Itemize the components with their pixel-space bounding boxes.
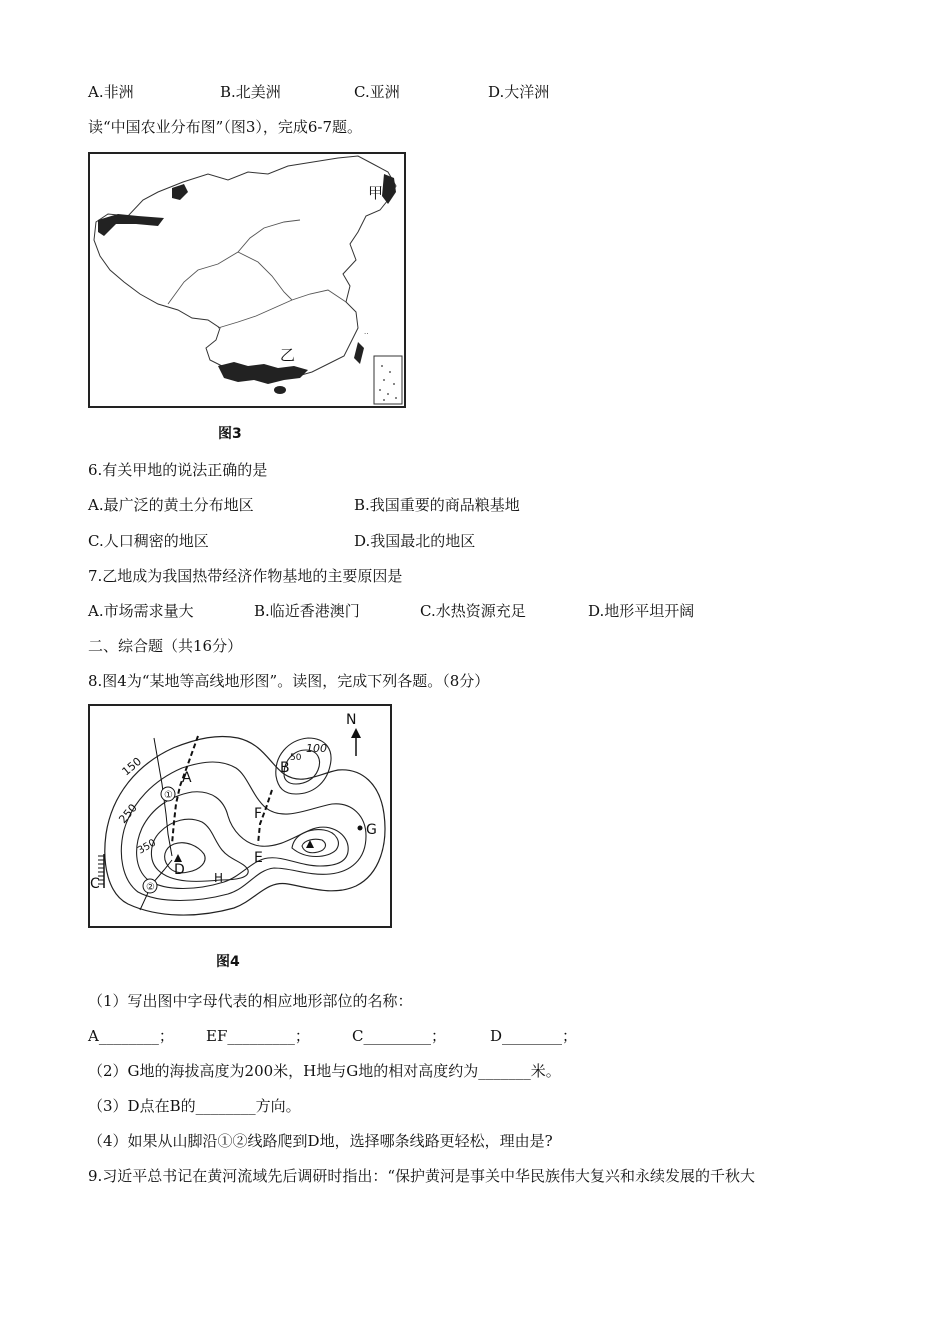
fig4-caption: 图4 <box>216 954 240 970</box>
svg-text:··: ·· <box>364 330 369 338</box>
route-marker-2: ② <box>146 882 155 893</box>
label-yi: 乙 <box>280 346 296 364</box>
north-indicator: N <box>346 712 357 728</box>
point-a: A <box>182 770 192 786</box>
q8-blank-c: C_________； <box>352 1027 446 1045</box>
q8-stem: 8.图4为“某地等高线地形图”。读图，完成下列各题。（8分） <box>88 672 490 690</box>
q6-option-c: C.人口稠密的地区 <box>88 532 209 550</box>
point-c: C <box>90 876 100 892</box>
point-b: B <box>280 760 290 776</box>
q6-option-b: B.我国重要的商品粮基地 <box>354 496 520 514</box>
q5-option-a: A.非洲 <box>88 83 134 101</box>
contour-label-150: 150 <box>119 754 145 779</box>
q6-stem: 6.有关甲地的说法正确的是 <box>88 461 268 479</box>
point-g: G <box>366 822 377 838</box>
q8-blank-ef: EF_________； <box>206 1027 310 1045</box>
point-h: H <box>214 871 224 885</box>
point-f: F <box>254 806 263 822</box>
section-2-heading: 二、综合题（共16分） <box>88 637 243 655</box>
q8-sub4: （4）如果从山脚沿①②线路爬到D地，选择哪条线路更轻松，理由是? <box>88 1132 553 1150</box>
q6-option-a: A.最广泛的黄土分布地区 <box>88 496 254 514</box>
contour-label-350: 350 <box>136 837 159 857</box>
q6-option-d: D.我国最北的地区 <box>354 532 476 550</box>
china-agriculture-map <box>88 152 406 408</box>
contour-label-250: 250 <box>116 801 140 826</box>
q9-stem: 9.习近平总书记在黄河流域先后调研时指出：“保护黄河是事关中华民族伟大复兴和永续发展的千秋大 <box>88 1167 755 1185</box>
q8-blank-d: D________； <box>490 1027 578 1045</box>
q5-option-d: D.大洋洲 <box>488 83 550 101</box>
q5-option-b: B.北美洲 <box>220 83 281 101</box>
label-jia: 甲 <box>368 184 384 202</box>
route-marker-1: ① <box>164 790 173 801</box>
contour-label-100: 100 <box>306 742 327 755</box>
q7-option-d: D.地形平坦开阔 <box>588 602 695 620</box>
point-e: E <box>254 850 263 866</box>
q5-option-c: C.亚洲 <box>354 83 400 101</box>
q7-option-a: A.市场需求量大 <box>88 602 194 620</box>
contour-map <box>88 704 394 930</box>
contour-label-50: 50 <box>290 753 302 763</box>
fig3-intro: 读“中国农业分布图”（图3），完成6-7题。 <box>88 118 363 136</box>
q7-stem: 7.乙地成为我国热带经济作物基地的主要原因是 <box>88 567 403 585</box>
point-d: D <box>174 862 185 878</box>
q7-option-c: C.水热资源充足 <box>420 602 526 620</box>
q8-blank-a: A________； <box>88 1027 174 1045</box>
q8-sub2: （2）G地的海拔高度为200米，H地与G地的相对高度约为_______米。 <box>88 1062 561 1080</box>
q8-sub1: （1）写出图中字母代表的相应地形部位的名称： <box>88 992 413 1010</box>
fig3-caption: 图3 <box>218 426 242 442</box>
q7-option-b: B.临近香港澳门 <box>254 602 360 620</box>
q8-sub3: （3）D点在B的________方向。 <box>88 1097 301 1115</box>
